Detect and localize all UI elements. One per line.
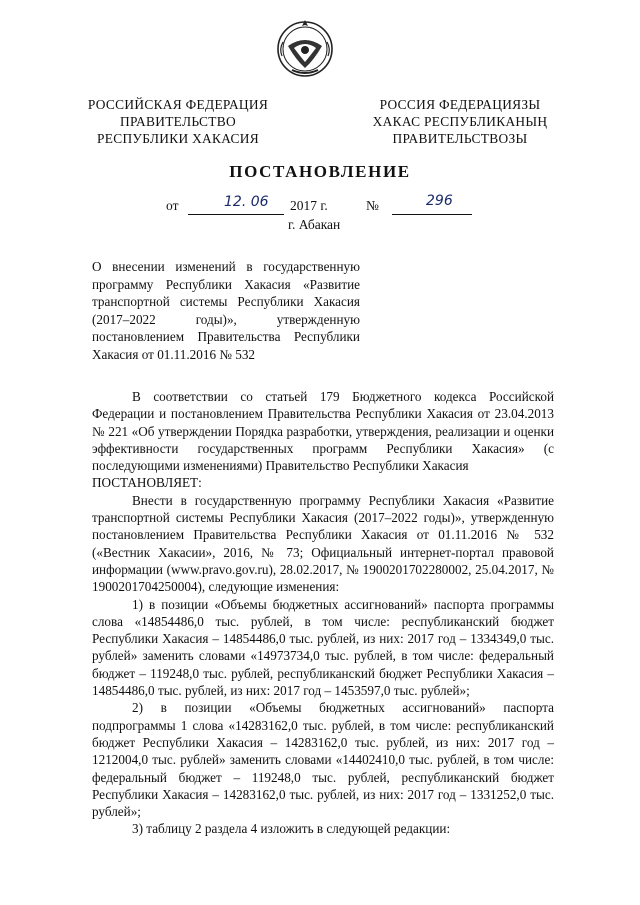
paragraph-amendment-intro: Внести в государственную программу Республики Хакасия «Развитие транспортной системы Республики Хакасия (2017–2022 годы)», утвержденную постановлением Правительства Республики Хакасия от 01.11.2016 № 532 («Вестник Хакасии», 2016, № 73; Официальный интернет-портал правовой информации (www.pravo.gov.ru), 28.02.2017, № 1900201702280002, 25.04.2017, № 1900201704250004), следующие изменения: (92, 492, 554, 595)
handwritten-date: 12. 06 (224, 194, 269, 210)
header-right-block (350, 96, 570, 147)
header-right-line-3: ПРАВИТЕЛЬСТВОЗЫ (392, 131, 528, 146)
date-prefix: от (166, 198, 179, 213)
date-field (188, 194, 284, 215)
paragraph-resolves: ПОСТАНОВЛЯЕТ: (92, 475, 202, 491)
header-left-line-3: РЕСПУБЛИКИ ХАКАСИЯ (97, 131, 259, 146)
paragraph-item-3: 3) таблицу 2 раздела 4 изложить в следующей редакции: (132, 821, 451, 837)
coat-of-arms-emblem (274, 16, 336, 78)
handwritten-number: 296 (426, 193, 453, 209)
paragraph-preamble: В соответствии со статьей 179 Бюджетного кодекса Российской Федерации и постановлением Правительства Республики Хакасия от 23.04.2013 № 221 «Об утверждении Порядка разработки, утверждения, реализации и оценки эффективности государственных программ Республики Хакасия» (с последующими изменениями) Правительство Республики Хакасия (92, 389, 554, 474)
header-left-line-2: ПРАВИТЕЛЬСТВО (120, 114, 236, 129)
header-left-block (80, 96, 276, 147)
document-title: ПОСТАНОВЛЕНИЕ (229, 162, 411, 181)
city-label: г. Абакан (288, 217, 341, 232)
header-right-line-1: РОССИЯ ФЕДЕРАЦИЯЗЫ (379, 97, 541, 112)
header-right-line-2: ХАКАС РЕСПУБЛИКАНЫҢ (372, 114, 548, 129)
header-left-line-1: РОССИЙСКАЯ ФЕДЕРАЦИЯ (87, 97, 269, 112)
paragraph-item-2: 2) в позиции «Объемы бюджетных ассигнований» паспорта подпрограммы 1 слова «14283162,0 тыс. рублей, в том числе: республиканский бюджет Республики Хакасия – 14283162,0 тыс. рублей, из них: 2017 год – 1212004,0 тыс. рублей» заменить словами «14402410,0 тыс. рублей, в том числе: федеральный бюджет – 119248,0 тыс. рублей, республиканский бюджет Республики Хакасия – 14283162,0 тыс. рублей, из них: 2017 год – 1331252,0 тыс. рублей»; (92, 700, 554, 820)
date-year: 2017 г. (290, 198, 328, 213)
paragraph-item-1: 1) в позиции «Объемы бюджетных ассигнований» паспорта программы слова «14854486,0 тыс. рублей, в том числе: республиканский бюджет Республики Хакасия – 14854486,0 тыс. рублей, из них: 2017 год – 1334349,0 тыс. рублей» заменить словами «14973734,0 тыс. рублей, в том числе: федеральный бюджет – 119248,0 тыс. рублей, республиканский бюджет Республики Хакасия – 14854486,0 тыс. рублей, из них: 2017 год – 1453597,0 тыс. рублей»; (92, 596, 554, 699)
document-body (92, 388, 554, 838)
subject-block: О внесении изменений в государственную программу Республики Хакасия «Развитие транспортной системы Республики Хакасия (2017–2022 годы)», утвержденную постановлением Правительства Республики Хакасия от 01.11.2016 № 532 (92, 259, 360, 362)
number-field (392, 193, 472, 215)
number-prefix: № (366, 198, 379, 213)
